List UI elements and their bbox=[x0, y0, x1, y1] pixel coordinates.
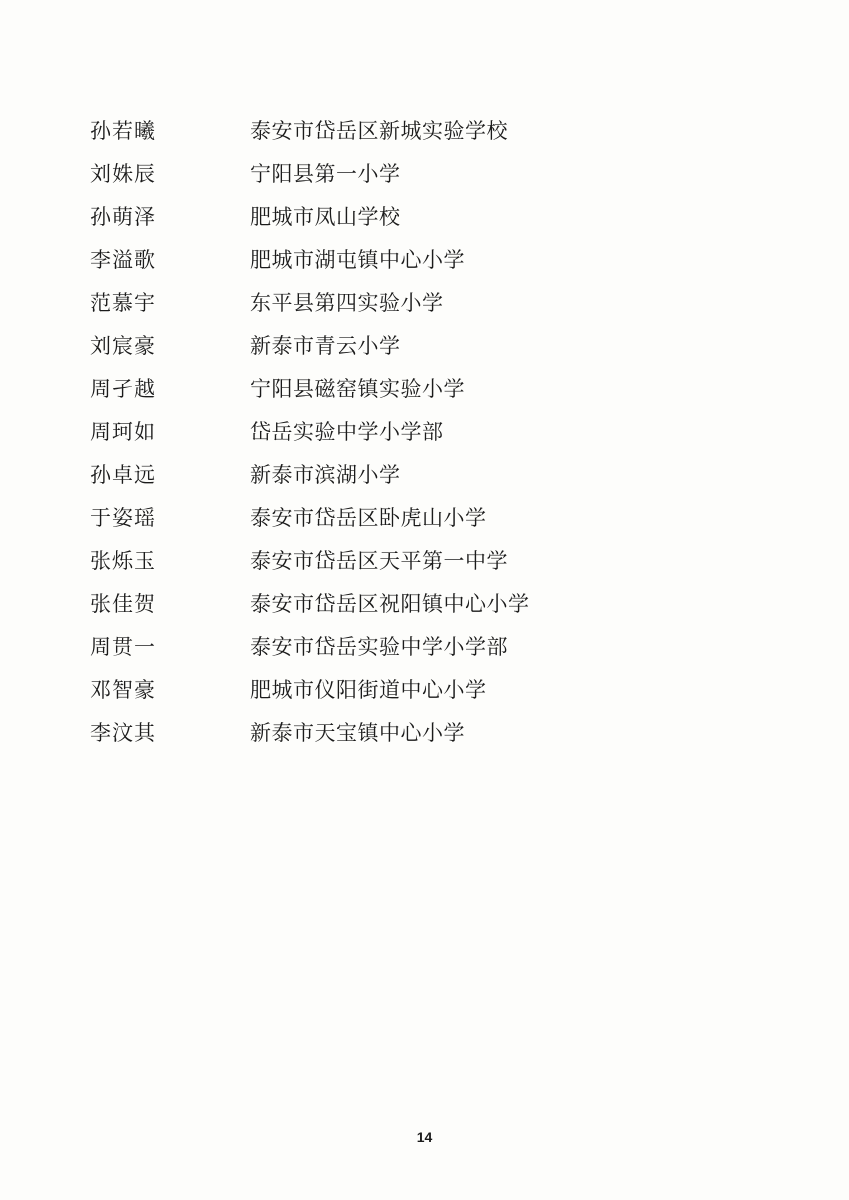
student-name: 李溢歌 bbox=[90, 248, 156, 272]
table-row bbox=[90, 239, 759, 282]
school-name: 肥城市湖屯镇中心小学 bbox=[250, 248, 465, 272]
student-name: 于姿瑶 bbox=[90, 506, 156, 530]
school-name: 新泰市滨湖小学 bbox=[250, 463, 401, 487]
school-name: 岱岳实验中学小学部 bbox=[250, 420, 444, 444]
student-name: 孙若曦 bbox=[90, 119, 156, 143]
table-row bbox=[90, 454, 759, 497]
table-row bbox=[90, 712, 759, 755]
table-row bbox=[90, 325, 759, 368]
table-row bbox=[90, 110, 759, 153]
student-name: 周贯一 bbox=[90, 635, 156, 659]
school-name: 东平县第四实验小学 bbox=[250, 291, 444, 315]
student-name: 刘姝辰 bbox=[90, 162, 156, 186]
student-name: 周孑越 bbox=[90, 377, 156, 401]
table-row bbox=[90, 153, 759, 196]
table-row bbox=[90, 583, 759, 626]
table-row bbox=[90, 669, 759, 712]
student-name: 范慕宇 bbox=[90, 291, 156, 315]
student-name: 孙卓远 bbox=[90, 463, 156, 487]
school-name: 泰安市岱岳实验中学小学部 bbox=[250, 635, 508, 659]
table-row bbox=[90, 497, 759, 540]
table-row bbox=[90, 282, 759, 325]
school-name: 新泰市青云小学 bbox=[250, 334, 401, 358]
table-row bbox=[90, 196, 759, 239]
student-school-list bbox=[90, 110, 759, 755]
school-name: 泰安市岱岳区新城实验学校 bbox=[250, 119, 508, 143]
student-name: 孙萌泽 bbox=[90, 205, 156, 229]
table-row bbox=[90, 626, 759, 669]
school-name: 泰安市岱岳区天平第一中学 bbox=[250, 549, 508, 573]
school-name: 新泰市天宝镇中心小学 bbox=[250, 721, 465, 745]
student-name: 刘宸豪 bbox=[90, 334, 156, 358]
school-name: 宁阳县磁窑镇实验小学 bbox=[250, 377, 465, 401]
table-row bbox=[90, 411, 759, 454]
student-name: 邓智豪 bbox=[90, 678, 156, 702]
student-name: 周珂如 bbox=[90, 420, 156, 444]
student-name: 张烁玉 bbox=[90, 549, 156, 573]
school-name: 肥城市凤山学校 bbox=[250, 205, 401, 229]
school-name: 宁阳县第一小学 bbox=[250, 162, 401, 186]
student-name: 张佳贺 bbox=[90, 592, 156, 616]
school-name: 肥城市仪阳街道中心小学 bbox=[250, 678, 487, 702]
table-row bbox=[90, 540, 759, 583]
school-name: 泰安市岱岳区卧虎山小学 bbox=[250, 506, 487, 530]
table-row bbox=[90, 368, 759, 411]
student-name: 李汶其 bbox=[90, 721, 156, 745]
school-name: 泰安市岱岳区祝阳镇中心小学 bbox=[250, 592, 530, 616]
page-number: 14 bbox=[416, 1129, 433, 1145]
